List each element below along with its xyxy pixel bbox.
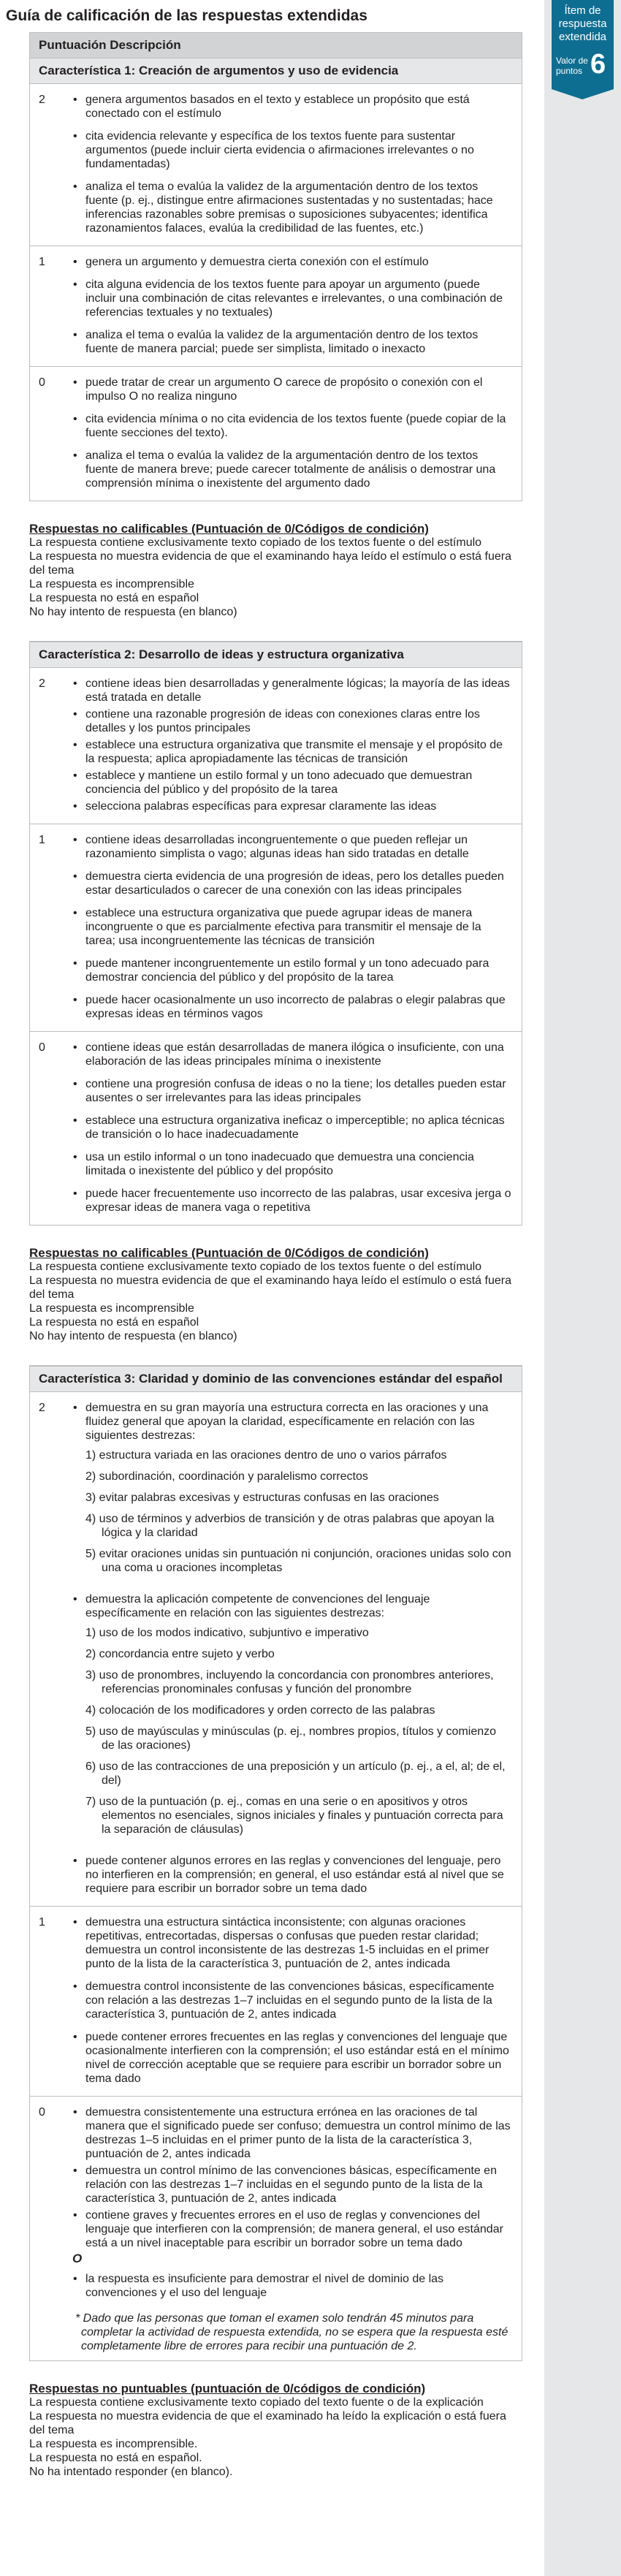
rubric-table — [29, 32, 522, 501]
criterion: • demuestra un control mínimo de las convenciones básicas, específicamente en relación con las destrezas 1–7 incluidas en el segundo punto de la lista de la característica 3, puntuación de 2, antes indicada — [85, 2164, 511, 2205]
criterion: • contiene ideas bien desarrolladas y generalmente lógicas; la mayoría de las ideas está tratada en detalle — [85, 677, 511, 704]
score-value: 0 — [39, 2106, 45, 2119]
non-scorable-item: No hay intento de respuesta (en blanco) — [29, 1330, 237, 1342]
score-row — [30, 1391, 522, 1906]
right-margin — [544, 0, 621, 2576]
criterion: • selecciona palabras específicas para expresar claramente las ideas — [85, 799, 511, 813]
criterion-text: demuestra la aplicación competente de convenciones del lenguaje específicamente en relación con las siguientes destrezas: — [85, 1593, 430, 1619]
criterion: • cita evidencia relevante y específica de los textos fuente para sustentar argumentos (puede incluir cierta evidencia o afirmaciones irrelevantes o no fundamentadas) — [85, 129, 511, 171]
score-row — [30, 1906, 522, 2096]
criteria-list — [69, 376, 522, 490]
non-scorable-heading: Respuestas no calificables (Puntuación de 0/Códigos de condición) — [29, 522, 429, 536]
score-value: 1 — [39, 256, 45, 268]
score-value: 2 — [39, 94, 45, 106]
criterion — [85, 1401, 511, 1584]
badge-points-label: Valor de puntos — [556, 56, 588, 76]
non-scorable-item: La respuesta contiene exclusivamente texto copiado de los textos fuente o del estímulo — [29, 536, 482, 549]
skill-item: 3) evitar palabras excesivas y estructuras confusas en las oraciones — [85, 1492, 439, 1504]
criterion: • cita evidencia mínima o no cita evidencia de los textos fuente (puede copiar de la fuente secciones del texto). — [85, 412, 511, 440]
criterion: • puede hacer ocasionalmente un uso incorrecto de palabras o elegir palabras que expresas ideas en términos vagos — [85, 993, 511, 1021]
skills-list — [85, 1626, 511, 1845]
non-scorable-heading: Respuestas no puntuables (puntuación de 0/códigos de condición) — [29, 2382, 426, 2395]
page-title: Guía de calificación de las respuestas extendidas — [6, 7, 367, 24]
criterion: • contiene una progresión confusa de ideas o no la tiene; los detalles pueden estar ausentes o ser irrelevantes para las ideas principales — [85, 1077, 511, 1105]
criterion: • puede hacer frecuentemente uso incorrecto de las palabras, usar excesiva jerga o expresar ideas de manera vaga o repetitiva — [85, 1187, 511, 1215]
non-scorable-item: La respuesta no está en español — [29, 592, 199, 604]
criterion: • contiene una razonable progresión de ideas con conexiones claras entre los detalles y los puntos principales — [85, 707, 511, 735]
rubric-content — [29, 32, 522, 2501]
criterion: • establece una estructura organizativa que transmite el mensaje y el propósito de la respuesta; aplica apropiadamente las técnicas de transición — [85, 738, 511, 766]
score-value: 2 — [39, 677, 45, 690]
score-row — [30, 2096, 522, 2310]
skill-item: 2) concordancia entre sujeto y verbo — [85, 1648, 275, 1660]
criteria-list — [69, 677, 522, 813]
non-scorable-item: No hay intento de respuesta (en blanco) — [29, 606, 237, 618]
criterion: • genera argumentos basados en el texto y establece un propósito que está conectado con el estímulo — [85, 93, 511, 121]
criterion: • puede mantener incongruentemente un estilo formal y un tono adecuado para demostrar conciencia del público y del propósito de la tarea — [85, 957, 511, 984]
criteria-list — [69, 255, 522, 356]
criterion: • contiene graves y frecuentes errores en el uso de reglas y convenciones del lenguaje que interfieren con la comprensión; de manera general, el uso estándar está a un nivel inaceptable para escribir un borrador sobre un tema dado — [85, 2208, 511, 2250]
non-scorable-block — [29, 2382, 522, 2479]
criterion: • la respuesta es insuficiente para demostrar el nivel de dominio de las convenciones y el uso del lenguaje — [85, 2272, 511, 2300]
criteria-list — [69, 2105, 522, 2300]
non-scorable-item: La respuesta no muestra evidencia de que el examinado ha leído la explicación o está fuera del tema — [29, 2410, 506, 2436]
badge-points-value: 6 — [590, 49, 606, 80]
score-value: 0 — [39, 376, 45, 389]
criterion: • puede contener algunos errores en las reglas y convenciones del lenguaje, pero no interfieren en la comprensión; en general, el uso estándar está al nivel que se requiere para escribir un borrador sobre un tema dado — [85, 1854, 511, 1896]
badge-ribbon-notch — [552, 89, 614, 99]
non-scorable-heading: Respuestas no calificables (Puntuación de 0/Códigos de condición) — [29, 1246, 429, 1260]
skill-item: 1) estructura variada en las oraciones dentro de uno o varios párrafos — [85, 1449, 447, 1462]
score-row — [30, 366, 522, 501]
trait-heading: Característica 2: Desarrollo de ideas y estructura organizativa — [30, 642, 522, 667]
skill-item: 1) uso de los modos indicativo, subjuntivo e imperativo — [85, 1627, 369, 1639]
criteria-list — [69, 1401, 522, 1896]
skill-item: 4) uso de términos y adverbios de transición y de otras palabras que apoyan la lógica y la claridad — [85, 1513, 495, 1539]
non-scorable-item: La respuesta es incomprensible — [29, 1302, 194, 1315]
non-scorable-item: La respuesta contiene exclusivamente texto copiado del texto fuente o de la explicación — [29, 2396, 484, 2409]
skill-item: 5) evitar oraciones unidas sin puntuación ni conjunción, oraciones unidas solo con una coma u oraciones incompletas — [85, 1548, 511, 1574]
criterion: • analiza el tema o evalúa la validez de la argumentación dentro de los textos fuente (p. ej., distingue entre afirmaciones sustentadas y no sustentadas; hace inferencias razonables sobre premisas o suposiciones subyacentes; identifica razonamientos falaces, evalúa la credibilidad de las fuentes, etc.) — [85, 180, 511, 235]
criterion — [85, 1592, 511, 1845]
rubric-table — [29, 1365, 522, 2361]
criterion: • contiene ideas desarrolladas incongruentemente o que pueden reflejar un razonamiento simplista o vago; algunas ideas han sido tratadas en detalle — [85, 833, 511, 861]
or-separator: O — [72, 2252, 83, 2265]
criterion: • establece una estructura organizativa que puede agrupar ideas de manera incongruente o que es parcialmente efectiva para transmitir el mensaje de la tarea; usa incongruentemente las técnicas de transición — [85, 906, 511, 948]
criteria-list — [69, 833, 522, 1021]
trait-heading: Característica 1: Creación de argumentos y uso de evidencia — [30, 58, 522, 83]
criteria-list — [69, 93, 522, 235]
criterion: • demuestra consistentemente una estructura errónea en las oraciones de tal manera que el significado puede ser confuso; demuestra un control mínimo de las destrezas 1–5 incluidas en el primer punto de la lista de la característica 3, puntuación de 2, antes indicada — [85, 2105, 511, 2161]
score-value: 2 — [39, 1402, 45, 1414]
criterion: • puede tratar de crear un argumento O carece de propósito o conexión con el impulso O no realiza ninguno — [85, 376, 511, 403]
non-scorable-item: La respuesta no muestra evidencia de que el examinando haya leído el estímulo o está fuera del tema — [29, 550, 511, 577]
criterion: • puede contener errores frecuentes en las reglas y convenciones del lenguaje que ocasionalmente interfieren con la comprensión; el uso estándar está en el mínimo nivel de corrección aceptable que se requiere para escribir un borrador sobre un tema dado — [85, 2030, 511, 2086]
criteria-list — [69, 1041, 522, 1215]
criterion: • cita alguna evidencia de los textos fuente para apoyar un argumento (puede incluir una combinación de citas relevantes e irrelevantes, o una combinación de referencias textuales y no textuales) — [85, 278, 511, 319]
criterion: • establece y mantiene un estilo formal y un tono adecuado que demuestran conciencia del público y del propósito de la tarea — [85, 769, 511, 797]
points-badge — [552, 0, 614, 89]
score-row — [30, 824, 522, 1031]
non-scorable-block — [29, 1246, 522, 1343]
criterion-text: demuestra en su gran mayoría una estructura correcta en las oraciones y una fluidez general que apoyan la claridad, específicamente en relación con las siguientes destrezas: — [85, 1402, 489, 1442]
non-scorable-item: La respuesta no está en español. — [29, 2452, 202, 2464]
non-scorable-block — [29, 522, 522, 619]
score-row — [30, 246, 522, 366]
non-scorable-item: La respuesta es incomprensible. — [29, 2438, 198, 2450]
criterion: • genera un argumento y demuestra cierta conexión con el estímulo — [85, 255, 511, 269]
skills-list — [85, 1448, 511, 1584]
criterion: • usa un estilo informal o un tono inadecuado que demuestra una conciencia limitada o inexistente del público y del propósito — [85, 1150, 511, 1178]
criterion: • analiza el tema o evalúa la validez de la argumentación dentro de los textos fuente de manera breve; puede carecer totalmente de análisis o demostrar una comprensión mínima o inexistente del argumento dado — [85, 449, 511, 490]
footnote: * Dado que las personas que toman el examen solo tendrán 45 minutos para completar la actividad de respuesta extendida, no se espera que la respuesta esté completamente libre de errores para recibir una puntuación de 2. — [75, 2312, 508, 2352]
criterion: • demuestra una estructura sintáctica inconsistente; con algunas oraciones repetitivas, entrecortadas, dispersas o confusas que pueden restar claridad; demuestra un control inconsistente de las destrezas 1-5 incluidas en el primer punto de la lista de la característica 3, puntuación de 2, antes indicada — [85, 1915, 511, 1971]
skill-item: 4) colocación de los modificadores y orden correcto de las palabras — [85, 1704, 435, 1717]
trait-heading: Característica 3: Claridad y dominio de las convenciones estándar del español — [30, 1366, 522, 1391]
skill-item: 6) uso de las contracciones de una preposición y un artículo (p. ej., a el, al; de el, del) — [85, 1760, 506, 1787]
non-scorable-item: La respuesta no está en español — [29, 1316, 199, 1329]
criterion: • analiza el tema o evalúa la validez de la argumentación dentro de los textos fuente de manera parcial; puede ser simplista, limitado o inexacto — [85, 328, 511, 356]
score-row — [30, 1031, 522, 1225]
non-scorable-item: No ha intentado responder (en blanco). — [29, 2466, 233, 2478]
skill-item: 7) uso de la puntuación (p. ej., comas en una serie o en apositivos y otros elementos no esenciales, signos iniciales y finales y puntuación correcta para la separación de cláusulas) — [85, 1796, 503, 1836]
criterion: • contiene ideas que están desarrolladas de manera ilógica o insuficiente, con una elaboración de las ideas principales mínima o inexistente — [85, 1041, 511, 1068]
criteria-list — [69, 1915, 522, 2086]
non-scorable-item: La respuesta contiene exclusivamente texto copiado de los textos fuente o del estímulo — [29, 1261, 482, 1273]
badge-item-type: Ítem de respuesta extendida — [558, 4, 607, 43]
criterion: • establece una estructura organizativa ineficaz o imperceptible; no aplica técnicas de transición o lo hace inadecuadamente — [85, 1114, 511, 1141]
criterion: • demuestra control inconsistente de las convenciones básicas, específicamente con relación a las destrezas 1–7 incluidas en el segundo punto de la lista de la característica 3, puntuación de 2, antes indicada — [85, 1980, 511, 2021]
non-scorable-item: La respuesta no muestra evidencia de que el examinando haya leído el estímulo o está fuera del tema — [29, 1274, 511, 1301]
skill-item: 3) uso de pronombres, incluyendo la concordancia con pronombres anteriores, referencias pronominales confusas y función del pronombre — [85, 1669, 494, 1695]
skill-item: 2) subordinación, coordinación y paralelismo correctos — [85, 1470, 368, 1483]
table-header: Puntuación Descripción — [30, 33, 522, 58]
non-scorable-item: La respuesta es incomprensible — [29, 578, 194, 590]
rubric-table — [29, 641, 522, 1226]
skill-item: 5) uso de mayúsculas y minúsculas (p. ej., nombres propios, títulos y comienzo de las oraciones) — [85, 1725, 497, 1752]
criterion: • demuestra cierta evidencia de una progresión de ideas, pero los detalles pueden estar desarticulados o carecer de una conexión con las ideas principales — [85, 870, 511, 897]
score-value: 1 — [39, 1916, 45, 1929]
score-value: 0 — [39, 1041, 45, 1054]
score-row — [30, 667, 522, 824]
score-row — [30, 83, 522, 246]
score-value: 1 — [39, 834, 45, 846]
